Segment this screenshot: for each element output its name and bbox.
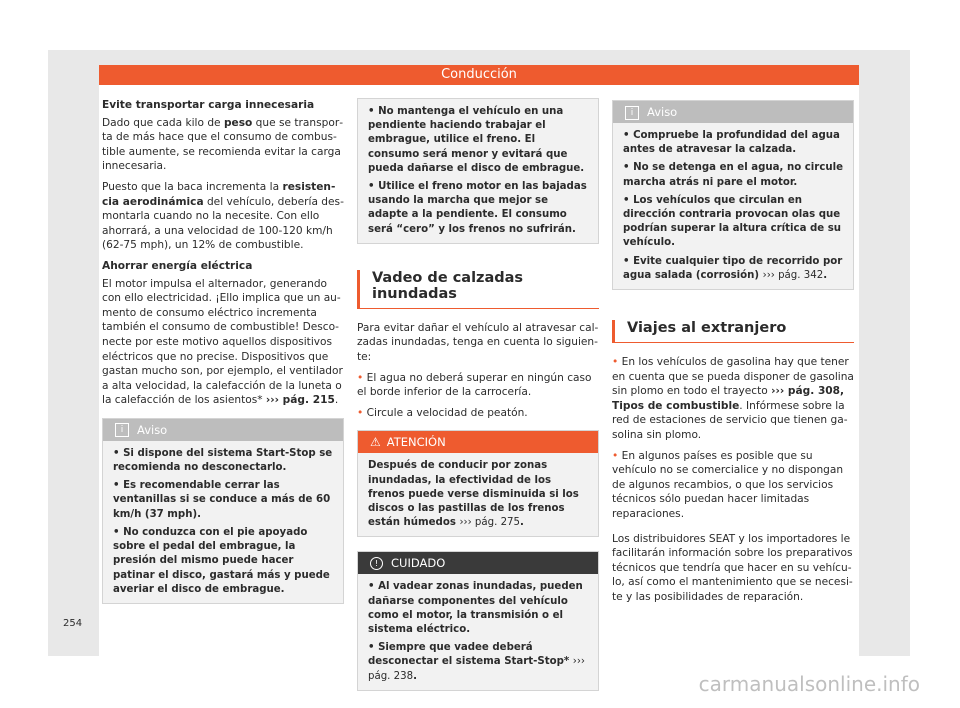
note-box (102, 418, 344, 604)
list-item: • No mantenga el vehículo en una pendiente haciendo trabajar el embrague, utilice el freno. El consumo será menor y evitará que pueda dañarse el disco de embrague. (368, 106, 585, 174)
list-item: • Compruebe la profundidad del agua antes de atravesar la calzada. (623, 130, 840, 156)
paragraph: Puesto que la baca incrementa la resistencia aerodinámica del vehículo, debería desmontarla cuando no la necesite. Con ello ahorrará, a una velocidad de 100-120 km/h (62-75 mph), un 12% de combustible. (102, 180, 344, 252)
note-box-continued (357, 98, 599, 244)
list-item: • Es recomendable cerrar las ventanillas si se conduce a más de 60 km/h (37 mph). (113, 480, 331, 520)
section-header: Conducción (99, 65, 859, 85)
list-item: • Utilice el freno motor en las bajadas usando la marcha que mejor se adapte a la pendiente. El consumo será “cero” y los frenos no sufrirán. (368, 181, 587, 235)
caution-box (357, 551, 599, 690)
list-item: • Circule a velocidad de peatón. (357, 406, 528, 419)
list-item: • En algunos países es posible que su vehículo no se comercialice y no dispongan de algunos recambios, o que los servicios técnicos sólo puedan hacer limitadas reparaciones. (612, 449, 844, 520)
list-item: • No se detenga en el agua, no circule marcha atrás ni pare el motor. (623, 162, 844, 188)
warning-text: Después de conducir por zonas inundadas, la efectividad de los frenos puede verse disminuida si los discos o las pastillas de los frenos están húmedos ››› pág. 275. (368, 460, 579, 529)
info-icon: i (625, 106, 639, 120)
list-item: • Al vadear zonas inundadas, pueden dañarse componentes del vehículo como el motor, la transmisión o el sistema eléctrico. (368, 581, 583, 636)
caution-circle-icon: ! (370, 557, 383, 570)
subheading: Evite transportar carga innecesaria (102, 99, 315, 111)
warning-box (357, 430, 599, 537)
list-item: • No conduzca con el pie apoyado sobre el pedal del embrague, la presión del mismo puede hacer patinar el disco, gastará más y puede averiar el disco de embrague. (113, 526, 330, 595)
page-reference-link[interactable]: ››› pág. 342 (762, 269, 824, 281)
section-heading-wrap (612, 320, 854, 343)
section-heading-wrap (357, 270, 599, 309)
list-item: • Siempre que vadee deberá desconectar el sistema Start-Stop* ››› pág. 238. (368, 642, 586, 682)
paragraph: Para evitar dañar el vehículo al atravesar calzadas inundadas, tenga en cuenta lo siguiente: (357, 321, 599, 364)
info-icon: i (115, 423, 129, 437)
note-box (612, 100, 854, 290)
caution-box-header: ! CUIDADO (358, 552, 598, 574)
paragraph: El motor impulsa el alternador, generando con ello electricidad. ¡Ello implica que un aumento de consumo eléctrico incrementa también el consumo de combustible! Desconecte por este motivo aquellos dispositivos eléctricos que no precise. Dispositivos que gastan mucho son, por ejemplo, el ventilador a alta velocidad, la calefacción de la luneta o la calefacción de los asientos* ››› pág. 215. (102, 277, 343, 407)
page-reference-link[interactable]: ››› pág. 238 (368, 656, 586, 682)
note-box-header: i Aviso (103, 419, 343, 441)
page-reference-link[interactable]: ››› pág. 308, Tipos de combustible (612, 385, 845, 412)
page-reference-link[interactable]: ››› pág. 275 (459, 517, 521, 529)
list-item: • El agua no deberá superar en ningún caso el borde inferior de la carrocería. (357, 371, 592, 399)
warning-triangle-icon: ⚠ (370, 435, 381, 450)
subheading: Ahorrar energía eléctrica (102, 259, 253, 272)
paragraph: Los distribuidores SEAT y los importadores le facilitarán información sobre los preparativos técnicos que tendría que hacer en su vehículo, así como el mantenimiento que se necesite y las posibilidades de reparación. (612, 532, 853, 603)
section-heading: Viajes al extranjero (612, 320, 854, 343)
list-item: • En los vehículos de gasolina hay que tener en cuenta que se pueda disponer de gasolina sin plomo en todo el trayecto ››› pág. 308, Tipos de combustible. Infórmese sobre la red de estaciones de servicio que tienen gasolina sin plomo. (612, 356, 854, 441)
note-box-header: i Aviso (613, 101, 853, 123)
column-2 (357, 98, 599, 691)
list-item: • Los vehículos que circulan en dirección contraria provocan olas que podrían superar la altura crítica de su vehículo. (623, 194, 842, 249)
watermark: carmanualsonline.info (698, 672, 920, 696)
list-item: • Evite cualquier tipo de recorrido por agua salada (corrosión) ››› pág. 342. (623, 255, 843, 281)
section-heading: Vadeo de calzadas inundadas (357, 270, 599, 309)
warning-box-header: ⚠ ATENCIÓN (358, 431, 598, 453)
page-number: 254 (63, 618, 83, 629)
list-item: • Si dispone del sistema Start-Stop se recomienda no desconectarlo. (113, 447, 333, 474)
column-3 (612, 98, 854, 611)
column-1 (102, 98, 344, 604)
page-reference-link[interactable]: ››› pág. 215 (265, 394, 335, 407)
paragraph: Dado que cada kilo de peso que se transporta de más hace que el consumo de combustible aumente, se recomienda evitar la carga innecesaria. (102, 116, 344, 173)
